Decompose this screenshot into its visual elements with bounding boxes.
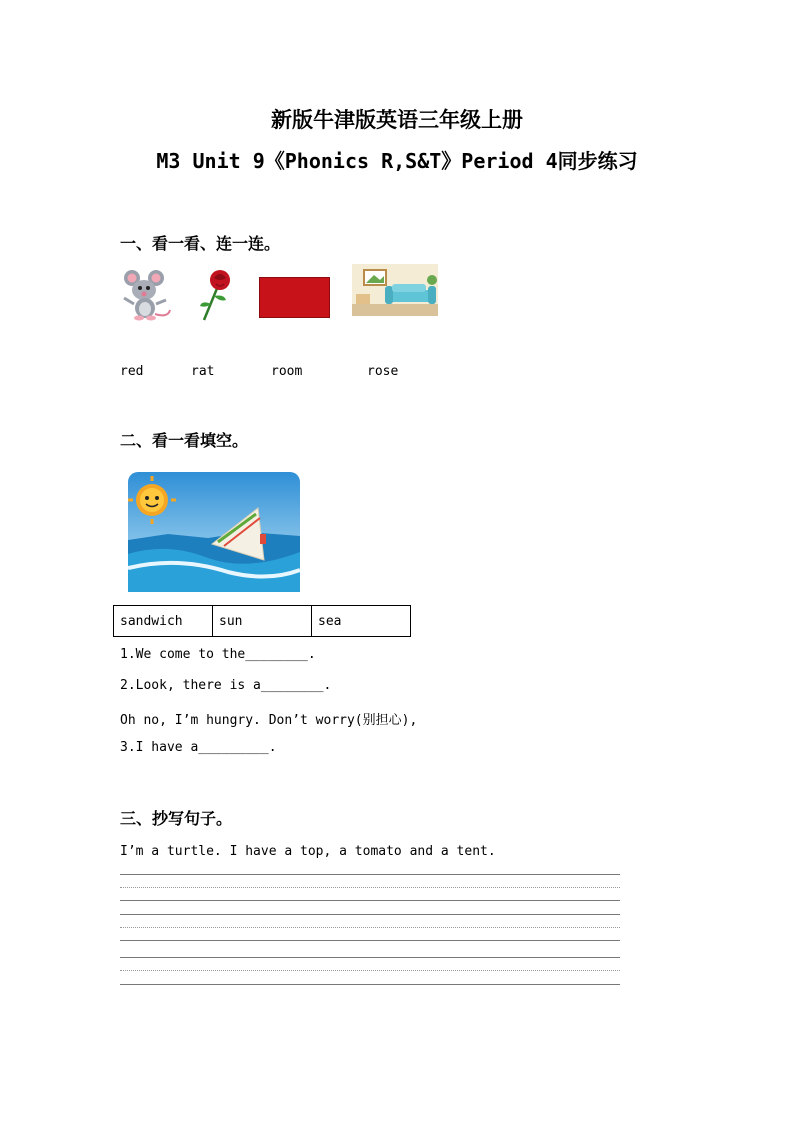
word-bank-table [113,605,411,637]
writing-guide-line [120,927,620,928]
fill-blank-1: 1.We come to the________. [120,647,316,662]
word-bank-sandwich: sandwich [114,606,213,637]
word-bank-sun: sun [213,606,312,637]
copy-sentence: I’m a turtle. I have a top, a tomato and a tent. [120,844,496,859]
section3-heading: 三、抄写句子。 [120,809,233,828]
fill-blank-3: 3.I have a_________. [120,740,277,755]
page-subtitle: M3 Unit 9《Phonics R,S&T》Period 4同步练习 [156,149,638,173]
word-red: red [120,364,144,379]
section1-heading: 一、看一看、连一连。 [120,234,281,253]
word-rat: rat [191,364,215,379]
rose-icon [194,268,234,322]
living-room-picture [352,264,438,316]
writing-line [120,940,620,941]
writing-line [120,984,620,985]
writing-guide-line [120,887,620,888]
red-color-block [259,277,330,318]
dialogue-line: Oh no, I’m hungry. Don’t worry(别担心), [120,713,418,728]
mouse-icon [118,266,174,322]
writing-line [120,957,620,958]
word-room: room [271,364,303,379]
writing-line [120,900,620,901]
writing-line [120,874,620,875]
sun-sandwich-sea-picture [128,472,300,592]
writing-guide-line [120,970,620,971]
fill-blank-2: 2.Look, there is a________. [120,678,332,693]
page-title: 新版牛津版英语三年级上册 [271,107,523,132]
writing-line [120,914,620,915]
word-rose: rose [367,364,399,379]
section2-heading: 二、看一看填空。 [120,431,249,450]
word-bank-sea: sea [312,606,411,637]
